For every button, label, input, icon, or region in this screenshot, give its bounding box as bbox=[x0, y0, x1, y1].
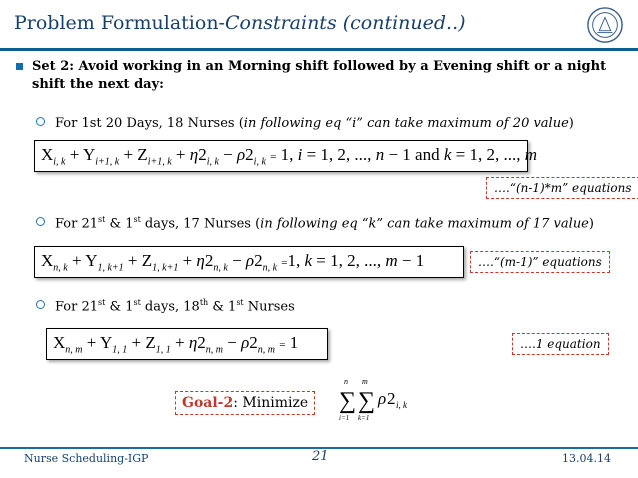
circle-bullet-icon bbox=[36, 300, 45, 309]
goal-text: : Minimize bbox=[233, 395, 309, 411]
equation-box-2 bbox=[34, 246, 464, 278]
svg-text:∑: ∑ bbox=[339, 388, 357, 414]
equation-count-tag-3: ….1 equation bbox=[512, 333, 609, 355]
institute-seal-logo bbox=[586, 6, 624, 44]
equation-count-tag-1: ….“(n-1)*m” equations bbox=[486, 177, 638, 199]
objective-double-sum-formula bbox=[338, 378, 438, 422]
slide-title bbox=[14, 12, 466, 34]
sub-item-3: For 21st & 1st days, 18th & 1st Nurses bbox=[36, 298, 295, 314]
title-italic: Constraints (continued..) bbox=[224, 12, 466, 34]
circle-bullet-icon bbox=[36, 117, 45, 126]
equation-box-1 bbox=[34, 140, 537, 172]
slide-header bbox=[0, 0, 638, 48]
svg-text:∑: ∑ bbox=[358, 388, 376, 414]
equation-1: $X_{i, k} + Y_{i+1, k} + Z_{i+1, k} + \eta 2_{i, k} - \rho 2_{i, k} = 1$, i = 1, 2, ..., n − 1 and k = 1, 2, ..., m bbox=[41, 145, 537, 168]
svg-text:i, k: i, k bbox=[396, 400, 407, 410]
goal-2-box bbox=[175, 391, 315, 415]
header-divider bbox=[0, 48, 638, 51]
svg-text:2: 2 bbox=[387, 389, 396, 408]
circle-bullet-icon bbox=[36, 217, 45, 226]
equation-count-tag-2: ….“(m-1)” equations bbox=[470, 251, 610, 273]
svg-text:ρ: ρ bbox=[378, 389, 387, 408]
goal-label: Goal-2 bbox=[182, 395, 234, 411]
title-main: Problem Formulation- bbox=[14, 12, 225, 34]
square-bullet-icon bbox=[16, 63, 23, 70]
svg-text:i=1: i=1 bbox=[339, 414, 350, 422]
sub-item-2: For 21st & 1st days, 17 Nurses (in following eq “k” can take maximum of 17 value) bbox=[36, 215, 594, 231]
equation-box-3 bbox=[46, 328, 328, 360]
svg-text:m: m bbox=[362, 378, 368, 386]
footer-date: 13.04.14 bbox=[562, 452, 611, 465]
equation-3: $X_{n, m} + Y_{1, 1} + Z_{1, 1} + \eta 2_{n, m} - \rho 2_{n, m} = 1$ bbox=[53, 333, 299, 356]
svg-text:k=1: k=1 bbox=[358, 414, 370, 422]
svg-text:n: n bbox=[344, 378, 348, 386]
footer-left: Nurse Scheduling-IGP bbox=[24, 452, 149, 465]
page-number: 21 bbox=[312, 449, 329, 464]
sub-item-1: For 1st 20 Days, 18 Nurses (in following eq “i” can take maximum of 20 value) bbox=[36, 116, 574, 131]
equation-2: $X_{n, k} + Y_{1, k+1} + Z_{1, k+1} + \eta 2_{n, k} - \rho 2_{n, k} =1$, k = 1, 2, ..., m − 1 bbox=[41, 251, 425, 274]
set2-text: Set 2: Avoid working in an Morning shift followed by a Evening shift or a night shift the next day: bbox=[32, 59, 607, 92]
